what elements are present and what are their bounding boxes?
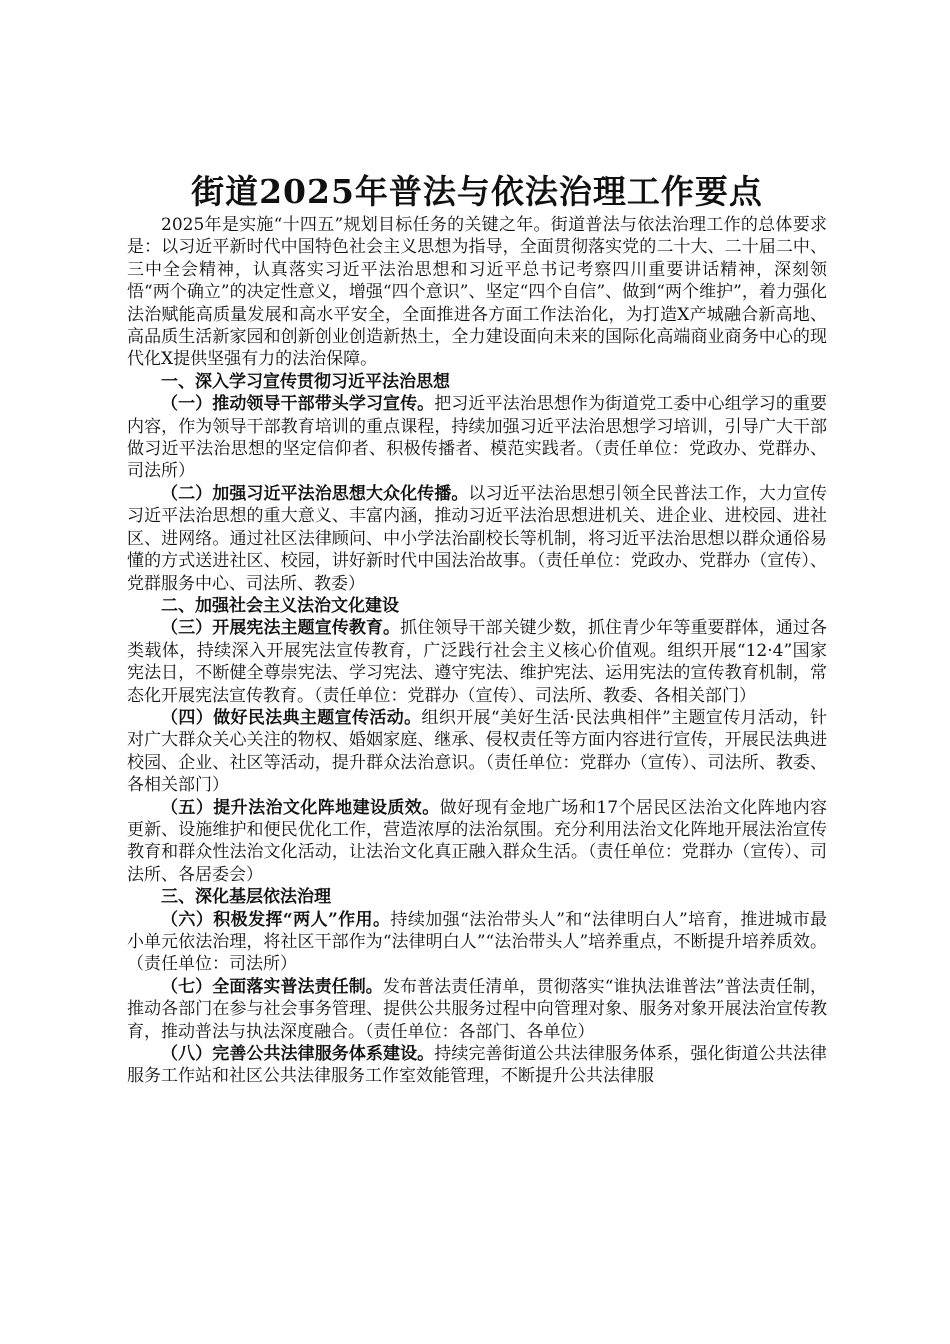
document-title: 街道2025年普法与依法治理工作要点 [191, 172, 763, 211]
item-8-paragraph [127, 1043, 827, 1088]
item-1-lead: （一）推动领导干部带头学习宣传。 [161, 394, 435, 415]
item-2-body: 以习近平法治思想引领全民普法工作，大力宣传习近平法治思想的重大意义、丰富内涵，推动习近平法治思想进机关、进企业、进校园、进社区、进网络。通过社区法律顾问、中小学法治副校长等机制，将习近平法治思想以群众通俗易懂的方式送进社区、校园，讲好新时代中国法治故事。（责任单位：党政办、党群办（宣传）、党群服务中心、司法所、教委） [127, 483, 828, 594]
item-2-paragraph [127, 483, 827, 595]
item-1-body: 把习近平法治思想作为街道党工委中心组学习的重要内容，作为领导干部教育培训的重点课程，持续加强习近平法治思想学习培训，引导广大干部做习近平法治思想的坚定信仰者、积极传播者、模范实践者。（责任单位：党政办、党群办、司法所） [127, 394, 828, 482]
item-5-paragraph [127, 797, 827, 887]
section-heading-2: 二、加强社会主义法治文化建设 [161, 595, 399, 616]
item-8-lead: （八）完善公共法律服务体系建设。 [161, 1044, 435, 1065]
item-3-lead: （三）开展宪法主题宣传教育。 [161, 618, 401, 639]
item-5-body: 做好现有金地广场和17个居民区法治文化阵地内容更新、设施维护和便民优化工作，营造浓厚的法治氛围。充分利用法治文化阵地开展法治宣传教育和群众性法治文化活动，让法治文化真正融入群众生活。（责任单位：党群办（宣传）、司法所、各居委会） [127, 797, 828, 885]
intro-paragraph: 2025年是实施“十四五”规划目标任务的关键之年。街道普法与依法治理工作的总体要求是：以习近平新时代中国特色社会主义思想为指导，全面贯彻落实党的二十大、二十届二中、三中全会精神，认真落实习近平法治思想和习近平总书记考察四川重要讲话精神，深刻领悟“两个确立”的决定性意义，增强“四个意识”、坚定“四个自信”、做到“两个维护”，着力强化法治赋能高质量发展和高水平安全，全面推进各方面工作法治化，为打造X产城融合新高地、高品质生活新家园和创新创业创造新热土，全力建设面向未来的国际化高端商业商务中心的现代化X提供坚强有力的法治保障。 [127, 215, 827, 370]
item-2-lead: （二）加强习近平法治思想大众化传播。 [161, 483, 469, 504]
item-4-body: 组织开展“美好生活·民法典相伴”主题宣传月活动，针对广大群众关心关注的物权、婚姻家庭、继承、侵权责任等方面内容进行宣传，开展民法典进校园、企业、社区等活动，提升群众法治意识。（责任单位：党群办（宣传）、司法所、教委、各相关部门） [127, 707, 827, 796]
item-6-body: 持续加强“法治带头人”和“法律明白人”培育，推进城市最小单元依法治理，将社区干部作为“法律明白人”“法治带头人”培养重点，不断提升培养质效。（责任单位：司法所） [127, 909, 828, 975]
item-6-paragraph [127, 909, 827, 976]
item-3-body: 抓住领导干部关键少数，抓住青少年等重要群体，通过各类载体，持续深入开展宪法宣传教育，广泛践行社会主义核心价值观。组织开展“12·4”国家宪法日，不断健全尊崇宪法、学习宪法、遵守宪法、维护宪法、运用宪法的宣传教育机制，常态化开展宪法宣传教育。（责任单位：党群办（宣传）、司法所、教委、各相关部门） [127, 618, 828, 706]
item-5-lead: （五）提升法治文化阵地建设质效。 [161, 797, 440, 818]
section-heading-3: 三、深化基层依法治理 [161, 887, 331, 908]
item-7-paragraph [127, 976, 827, 1043]
item-3-paragraph [127, 617, 827, 707]
item-4-paragraph [127, 707, 827, 797]
section-heading-1: 一、深入学习宣传贯彻习近平法治思想 [161, 371, 450, 392]
item-7-body: 发布普法责任清单，贯彻落实“谁执法谁普法”普法责任制，推动各部门在参与社会事务管理、提供公共服务过程中向管理对象、服务对象开展法治宣传教育，推动普法与执法深度融合。（责任单位：各部门、各单位） [127, 976, 827, 1042]
item-8-body: 持续完善街道公共法律服务体系，强化街道公共法律服务工作站和社区公共法律服务工作室效能管理，不断提升公共法律服 [127, 1044, 828, 1087]
item-1-paragraph [127, 393, 827, 483]
item-4-lead: （四）做好民法典主题宣传活动。 [161, 707, 422, 728]
item-6-lead: （六）积极发挥“两人”作用。 [161, 909, 391, 930]
item-7-lead: （七）全面落实普法责任制。 [161, 976, 383, 997]
document-page [127, 172, 827, 1088]
